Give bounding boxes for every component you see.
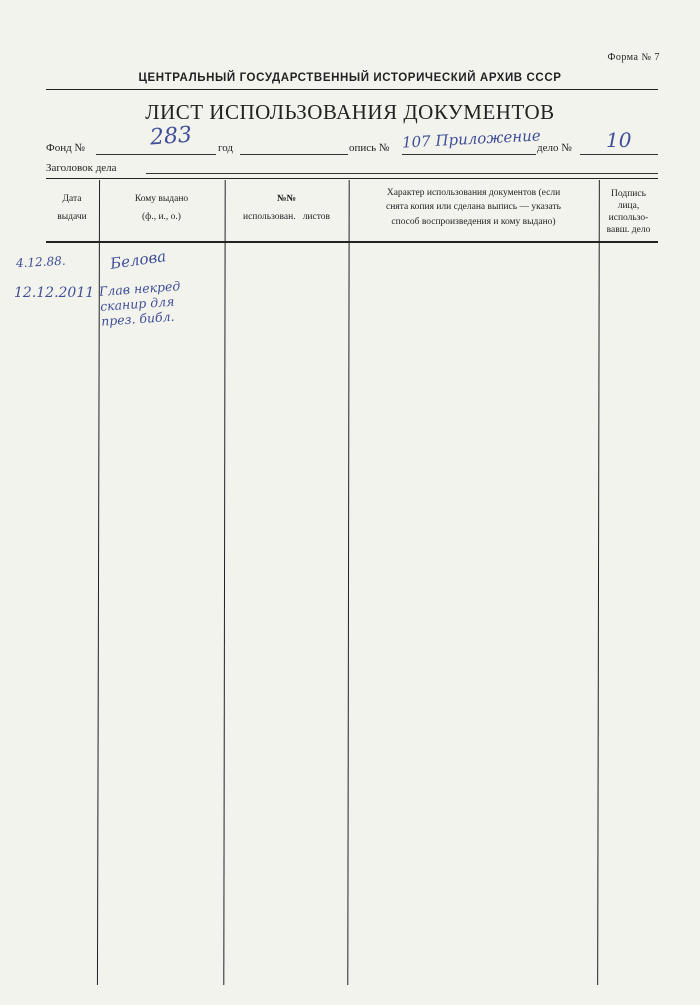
header-date: Дата выдачи: [57, 194, 87, 223]
table-header-rule: [46, 241, 658, 243]
delo-line: [580, 154, 658, 155]
column-divider-2: [223, 180, 225, 985]
fond-label: Фонд №: [46, 142, 85, 154]
zagolovok-label: Заголовок дела: [46, 162, 117, 174]
fond-value: 283: [149, 122, 193, 151]
opis-label: опись №: [349, 142, 390, 154]
god-line: [240, 154, 348, 155]
header-issued-to: Кому выдано (ф., и., о.): [134, 194, 189, 223]
column-divider-3: [347, 180, 349, 985]
header-usage: Характер использования документов (если снята копия или сделана выпись — указать способ воспроизведения и кому выдано): [386, 188, 561, 227]
header-signature: Подпись лица, использо- вавш. дело: [606, 189, 651, 235]
god-label: год: [218, 142, 234, 154]
page-title: ЛИСТ ИСПОЛЬЗОВАНИЯ ДОКУМЕНТОВ: [145, 100, 555, 124]
opis-line: [402, 154, 536, 155]
entry-1-date: 4.12.88.: [15, 253, 66, 271]
column-divider-4: [597, 180, 600, 985]
entry-2-date: 12.12.2011: [14, 285, 95, 301]
fond-line: [96, 154, 216, 155]
entry-2-issued-to: Глав некред сканир для през. библ.: [98, 278, 181, 329]
header-rule: [46, 89, 658, 90]
header-sheets: №№ использован. листов: [243, 194, 330, 223]
opis-value: 107 Приложение: [401, 126, 542, 152]
table-top-rule: [46, 178, 658, 179]
archive-name: ЦЕНТРАЛЬНЫЙ ГОСУДАРСТВЕННЫЙ ИСТОРИЧЕСКИЙ АРХИВ СССР: [138, 72, 562, 84]
delo-value: 10: [606, 128, 632, 152]
form-number: Форма № 7: [607, 52, 660, 63]
entry-1-issued-to: Белова: [109, 247, 168, 273]
zagolovok-line: [146, 173, 658, 174]
delo-label: дело №: [537, 142, 572, 154]
